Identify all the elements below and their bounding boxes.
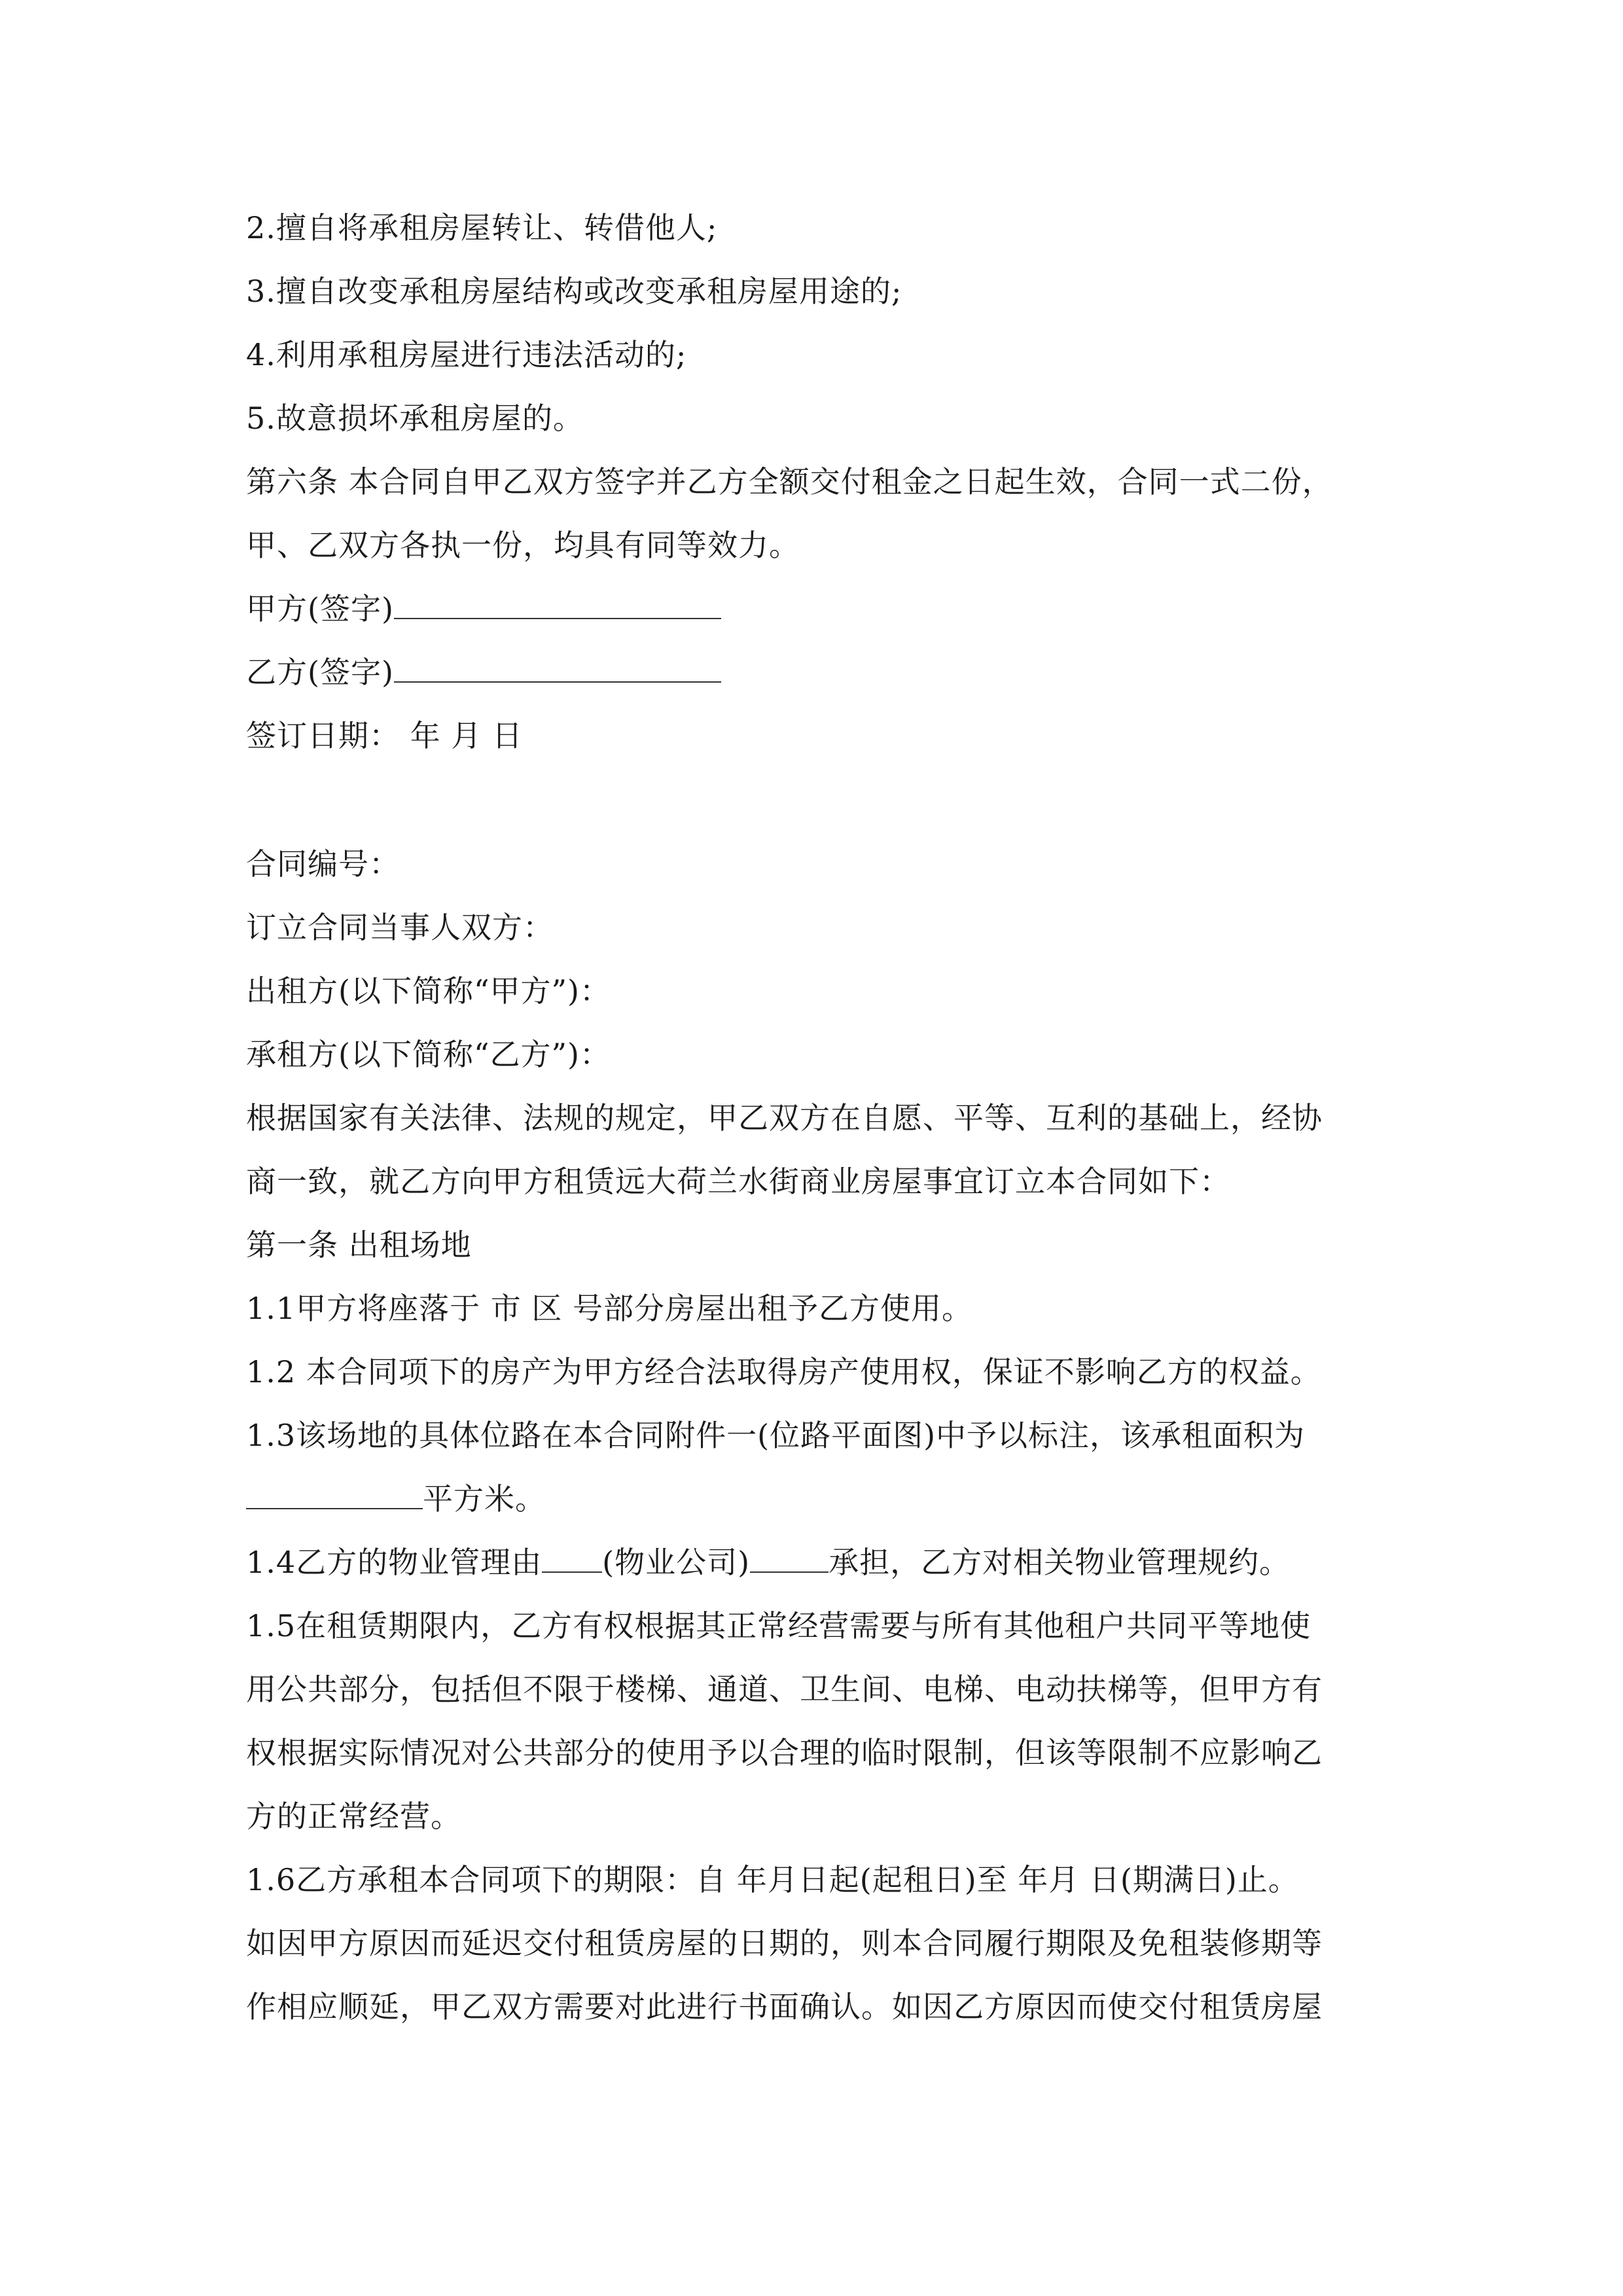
clause-1-5-line-1: 1.5在租赁期限内，乙方有权根据其正常经营需要与所有其他租户共同平等地使 [246,1608,1311,1643]
party-a-signature-blank [394,592,721,619]
clause-1-2: 1.2 本合同项下的房产为甲方经合法取得房产使用权，保证不影响乙方的权益。 [246,1354,1321,1390]
clause-1-5-line-2: 用公共部分，包括但不限于楼梯、通道、卫生间、电梯、电动扶梯等，但甲方有 [246,1672,1323,1707]
contract-number: 合同编号： [246,846,400,882]
party-b-signature-line [246,653,721,692]
party-a-signature-line [246,589,721,628]
clause-1-4-part-1: 1.4乙方的物业管理由 [246,1545,543,1580]
clause-1-4-part-3: 承担，乙方对相关物业管理规约。 [829,1545,1291,1580]
party-a-signature-label: 甲方(签字) [246,591,394,626]
clause-1-4-part-2: (物业公司) [602,1545,751,1580]
clause-1-6-line-2: 如因甲方原因而延迟交付租赁房屋的日期的，则本合同履行期限及免租装修期等 [246,1926,1323,1961]
signing-date: 签订日期： 年 月 日 [246,718,523,753]
party-b-signature-blank [394,655,721,683]
clause-1-6-line-3: 作相应顺延，甲乙双方需要对此进行书面确认。如因乙方原因而使交付租赁房屋 [246,1989,1323,2024]
area-unit: 平方米。 [423,1481,546,1516]
article-six-line-2: 甲、乙双方各执一份，均具有同等效力。 [246,528,800,563]
clause-1-6-line-1: 1.6乙方承租本合同项下的期限：自 年月日起(起租日)至 年月 日(期满日)止。 [246,1862,1299,1897]
contracting-parties: 订立合同当事人双方： [246,910,554,945]
clause-1-5-line-4: 方的正常经营。 [246,1799,461,1834]
article-one-heading: 第一条 出租场地 [246,1227,472,1263]
area-blank [246,1482,423,1509]
lessor-party: 出租方(以下简称“甲方”)： [246,973,611,1009]
lessee-party: 承租方(以下简称“乙方”)： [246,1037,611,1072]
clause-1-1: 1.1甲方将座落于 市 区 号部分房屋出租予乙方使用。 [246,1291,973,1326]
clause-item-3: 3.擅自改变承租房屋结构或改变承租房屋用途的; [246,274,902,309]
clause-1-5-line-3: 权根据实际情况对公共部分的使用予以合理的临时限制，但该等限制不应影响乙 [246,1735,1323,1770]
clause-item-5: 5.故意损坏承租房屋的。 [246,401,584,436]
clause-1-4 [246,1543,1290,1582]
article-six-line-1: 第六条 本合同自甲乙双方签字并乙方全额交付租金之日起生效，合同一式二份， [246,464,1333,499]
party-b-signature-label: 乙方(签字) [246,655,394,690]
property-blank-2 [750,1545,829,1573]
preamble-line-1: 根据国家有关法律、法规的规定，甲乙双方在自愿、平等、互利的基础上，经协 [246,1100,1323,1136]
clause-item-2: 2.擅自将承租房屋转让、转借他人; [246,210,718,245]
preamble-line-2: 商一致，就乙方向甲方租赁远大荷兰水街商业房屋事宜订立本合同如下： [246,1164,1230,1199]
property-blank-1 [542,1545,602,1573]
clause-1-3-line-2 [246,1479,546,1518]
clause-item-4: 4.利用承租房屋进行违法活动的; [246,337,687,372]
clause-1-3-line-1: 1.3该场地的具体位路在本合同附件一(位路平面图)中予以标注，该承租面积为 [246,1418,1306,1453]
